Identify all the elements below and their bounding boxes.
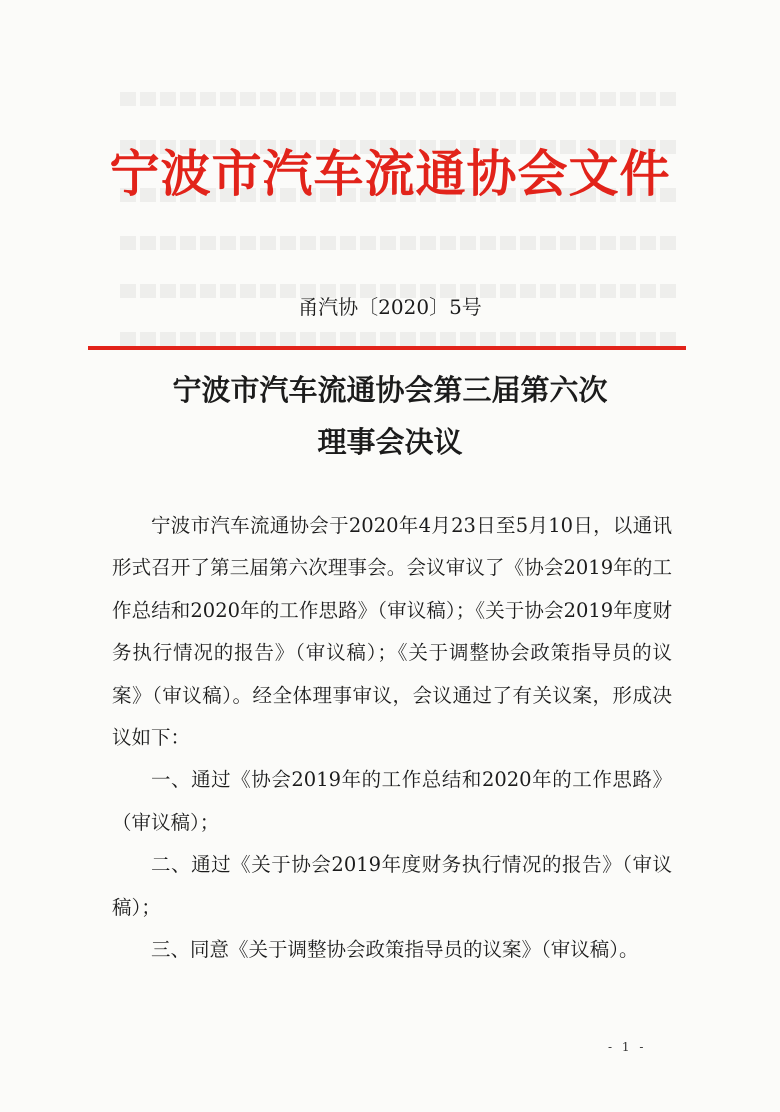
page-number: - 1 - <box>608 1040 647 1054</box>
masthead-title: 宁波市汽车流通协会文件 <box>109 144 671 203</box>
document-number: 甬汽协〔2020〕5号 <box>298 295 482 319</box>
red-divider-line <box>88 346 686 350</box>
body-paragraph-intro: 宁波市汽车流通协会于2020年4月23日至5月10日，以通讯形式召开了第三届第六次理事会。会议审议了《协会2019年的工作总结和2020年的工作思路》（审议稿）；《关于协会2019年度财务执行情况的报告》（审议稿）；《关于调整协会政策指导员的议案》（审议稿）。经全体理事审议，会议通过了有关议案，形成决议如下： <box>112 514 672 750</box>
resolution-body <box>112 505 672 971</box>
resolution-title-line-2: 理事会决议 <box>317 425 463 459</box>
resolution-title-line-1: 宁波市汽车流通协会第三届第六次 <box>172 373 608 407</box>
body-paragraph-item-3: 三、同意《关于调整协会政策指导员的议案》（审议稿）。 <box>151 938 639 962</box>
body-paragraph-item-2: 二、通过《关于协会2019年度财务执行情况的报告》（审议稿）； <box>112 853 672 919</box>
bleed-through-text <box>120 92 680 380</box>
body-paragraph-item-1: 一、通过《协会2019年的工作总结和2020年的工作思路》（审议稿）； <box>112 768 672 834</box>
